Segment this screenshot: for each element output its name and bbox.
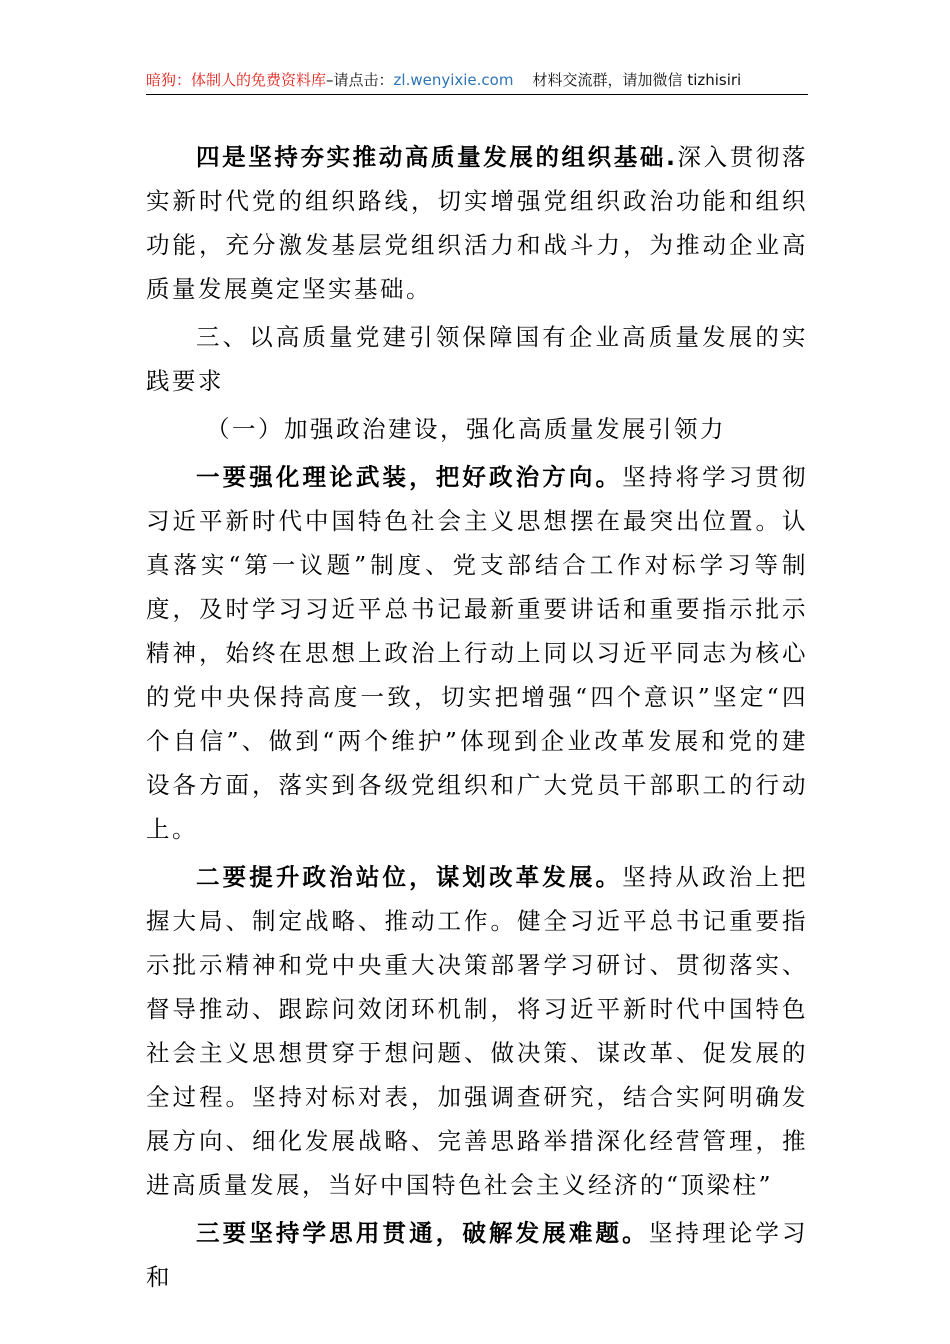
document-body [146, 135, 808, 1299]
header-group-note: 材料交流群，请加微信 tizhisiri [532, 71, 742, 89]
paragraph-lead: 一要强化理论武装，把好政治方向。 [196, 463, 623, 491]
paragraph-lead: 四是坚持夯实推动高质量发展的组织基础. [196, 143, 678, 171]
header-click-prompt: –请点击： [326, 71, 394, 89]
page-header [146, 70, 808, 94]
paragraph-text: 深入贯彻落实新时代党的组织路线，切实增强党组织政治功能和组织功能，充分激发基层党组织活力和战斗力，为推动企业高质量发展奠定坚实基础。 [146, 143, 808, 303]
paragraph-lead: 三要坚持学思用贯通，破解发展难题。 [196, 1219, 649, 1247]
paragraph-text: 坚持从政治上把握大局、制定战略、推动工作。健全习近平总书记重要指示批示精神和党中央重大决策部署学习研讨、贯彻落实、督导推动、跟踪问效闭环机制，将习近平新时代中国特色社会主义思想贯穿于想问题、做决策、谋改革、促发展的全过程。坚持对标对表，加强调查研究，结合实阿明确发展方向、细化发展战略、完善思路举措深化经营管理，推进高质量发展，当好中国特色社会主义经济的“顶梁柱” [146, 863, 809, 1199]
section-title: 三、以高质量党建引领保障国有企业高质量发展的实践要求 [146, 323, 808, 395]
paragraph-lead: 二要提升政治站位，谋划改革发展。 [196, 863, 623, 891]
paragraph-text: 坚持理论学习和 [146, 1219, 809, 1291]
paragraph-learning-application [146, 1211, 808, 1299]
paragraph-theory-armament [146, 455, 808, 851]
header-brand: 暗狗：体制人的免费资料库 [146, 71, 327, 89]
header-divider [146, 94, 808, 95]
paragraph-text: 坚持将学习贯彻习近平新时代中国特色社会主义思想摆在最突出位置。认真落实“第一议题”制度、党支部结合工作对标学习等制度，及时学习习近平总书记最新重要讲话和重要指示批示精神，始终在思想上政治上行动上同以习近平同志为核心的党中央保持高度一致，切实把增强“四个意识”坚定“四个自信”、做到“两个维护”体现到企业改革发展和党的建设各方面，落实到各级党组织和广大党员干部职工的行动上。 [146, 463, 809, 843]
header-url-link[interactable]: zl.wenyixie.com [393, 71, 514, 89]
paragraph-organization-foundation [146, 135, 808, 311]
paragraph-political-stance [146, 855, 808, 1207]
subsection-title: （一）加强政治建设，强化高质量发展引领力 [206, 415, 726, 443]
